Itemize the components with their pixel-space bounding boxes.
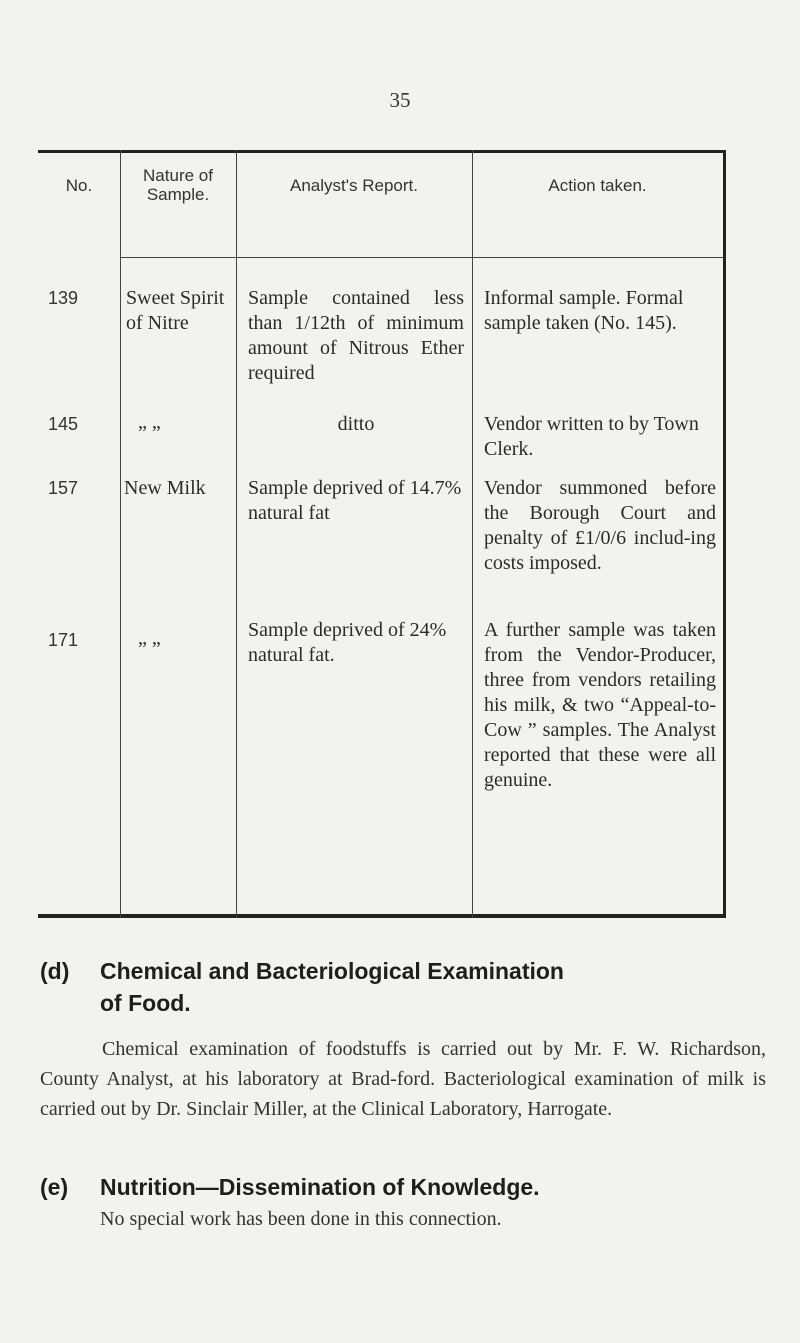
section-e-body: No special work has been done in this connection. — [100, 1208, 502, 1230]
table-row-action: Informal sample. Formal sample taken (No. 145). — [484, 287, 684, 334]
table-row-nature: Sweet Spirit of Nitre — [126, 287, 225, 334]
table-row-nature: „ „ — [138, 411, 161, 433]
table-right-border — [723, 150, 726, 918]
column-divider — [236, 150, 237, 918]
table-row-no: 157 — [48, 478, 79, 498]
header-rule — [472, 257, 726, 258]
table-row-action: Vendor written to by Town Clerk. — [484, 413, 699, 460]
header-report: Analyst's Report. — [290, 176, 418, 195]
table-row-report: Sample deprived of 24% natural fat. — [248, 619, 447, 666]
section-e-title: Nutrition—Dissemination of Knowledge. — [100, 1174, 540, 1200]
table-row-action: A further sample was taken from the Vendor-Producer, three from vendors retailing his milk, & two “Appeal-to-Cow ” samples. The Analyst reported that these were all genuine. — [484, 619, 716, 791]
header-rule — [236, 257, 472, 258]
table-row-report: ditto — [337, 413, 375, 435]
table-row-action: Vendor summoned before the Borough Court and penalty of £1/0/6 includ-ing costs imposed. — [484, 477, 716, 574]
table-row-no: 145 — [48, 414, 79, 434]
table-bottom-rule — [38, 914, 726, 918]
section-e-label: (e) — [40, 1174, 69, 1200]
header-no: No. — [65, 176, 93, 195]
table-row-report: Sample contained less than 1/12th of minimum amount of Nitrous Ether required — [248, 287, 464, 384]
header-rule — [120, 257, 236, 258]
page-number: 35 — [389, 88, 411, 112]
table-row-report: Sample deprived of 14.7% natural fat — [248, 477, 462, 524]
header-nature: Nature of Sample. — [143, 166, 213, 204]
samples-table — [38, 150, 726, 918]
column-divider — [120, 150, 121, 918]
table-row-no: 139 — [48, 288, 79, 308]
section-d-title-cont: of Food. — [100, 990, 191, 1016]
table-row-no: 171 — [48, 630, 79, 650]
section-d-label: (d) — [40, 958, 70, 984]
table-top-rule — [38, 150, 726, 153]
column-divider — [472, 150, 473, 918]
table-row-nature: „ „ — [138, 627, 161, 649]
table-row-nature: New Milk — [124, 477, 206, 499]
header-action: Action taken. — [548, 176, 647, 195]
section-d-body: Chemical examination of foodstuffs is carried out by Mr. F. W. Richardson, County Analyst, at his laboratory at Brad-ford. Bacteriological examination of milk is carried out by Dr. Sinclair Miller, at the Clinical Laboratory, Harrogate. — [40, 1038, 766, 1120]
section-d-title: Chemical and Bacteriological Examination — [100, 958, 564, 984]
